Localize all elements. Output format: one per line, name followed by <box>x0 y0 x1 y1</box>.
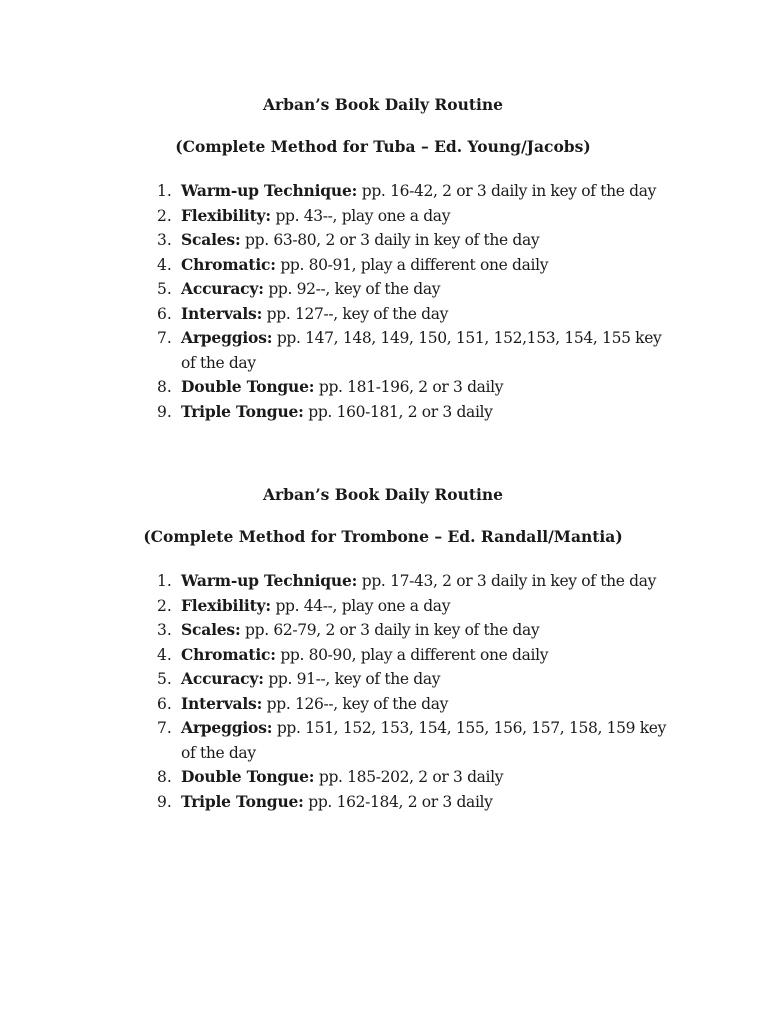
list-item <box>0 204 768 229</box>
item-description: pp. 126--, key of the day <box>262 694 449 713</box>
list-item <box>0 594 768 619</box>
item-description: pp. 17-43, 2 or 3 daily in key of the day <box>357 572 656 590</box>
item-description: pp. 16-42, 2 or 3 daily in key of the day <box>357 182 656 200</box>
item-name: Scales: <box>181 620 241 639</box>
item-name: Accuracy: <box>181 279 264 298</box>
item-name: Scales: <box>181 230 241 249</box>
item-number: 2. <box>157 596 172 615</box>
item-description: pp. 147, 148, 149, 150, 151, 152,153, 154, 155 key of the day <box>181 329 662 372</box>
tuba-routine-section <box>0 95 768 424</box>
list-item <box>0 643 768 668</box>
list-item <box>0 253 768 278</box>
item-number: 4. <box>157 255 172 274</box>
item-name: Arpeggios: <box>181 718 273 737</box>
item-description: pp. 181-196, 2 or 3 daily <box>314 378 504 396</box>
item-description: pp. 92--, key of the day <box>263 280 441 298</box>
item-description: pp. 80-90, play a different one daily <box>275 645 549 664</box>
item-description: pp. 160-181, 2 or 3 daily <box>303 402 493 421</box>
item-name: Arpeggios: <box>181 328 273 347</box>
section-title: Arban’s Book Daily Routine <box>262 485 504 504</box>
item-description: pp. 151, 152, 153, 154, 155, 156, 157, 158, 159 key of the day <box>181 719 667 762</box>
list-item <box>0 667 768 692</box>
list-item <box>0 790 768 815</box>
list-item <box>0 716 768 765</box>
item-description: pp. 127--, key of the day <box>262 304 449 323</box>
item-number: 7. <box>157 329 172 347</box>
item-number: 5. <box>157 280 172 298</box>
item-name: Chromatic: <box>181 254 276 274</box>
list-item <box>0 326 768 375</box>
item-description: pp. 63-80, 2 or 3 daily in key of the day <box>240 231 540 249</box>
item-number: 5. <box>157 670 172 688</box>
item-description: pp. 80-91, play a different one daily <box>275 255 549 274</box>
item-number: 1. <box>157 182 172 200</box>
item-number: 8. <box>157 768 172 786</box>
routine-list <box>0 569 768 814</box>
item-description: pp. 44--, play one a day <box>270 596 451 615</box>
item-description: pp. 91--, key of the day <box>263 670 441 688</box>
item-description: pp. 43--, play one a day <box>270 206 451 225</box>
list-item <box>0 618 768 643</box>
list-item <box>0 569 768 594</box>
list-item <box>0 302 768 327</box>
list-item <box>0 375 768 400</box>
item-name: Triple Tongue: <box>181 791 304 811</box>
item-name: Warm-up Technique: <box>181 181 358 200</box>
list-item <box>0 179 768 204</box>
item-number: 8. <box>157 378 172 396</box>
item-name: Double Tongue: <box>181 767 315 786</box>
item-description: pp. 162-184, 2 or 3 daily <box>303 792 493 811</box>
item-number: 9. <box>157 792 172 811</box>
item-name: Accuracy: <box>181 669 264 688</box>
item-description: pp. 185-202, 2 or 3 daily <box>314 768 504 786</box>
item-name: Intervals: <box>181 303 263 323</box>
item-number: 3. <box>157 621 172 639</box>
item-name: Warm-up Technique: <box>181 571 358 590</box>
item-number: 1. <box>157 572 172 590</box>
item-number: 6. <box>157 304 172 323</box>
item-name: Chromatic: <box>181 644 276 664</box>
list-item <box>0 765 768 790</box>
item-name: Flexibility: <box>181 205 271 225</box>
section-subtitle: (Complete Method for Tuba – Ed. Young/Jacobs) <box>175 137 591 156</box>
section-title: Arban’s Book Daily Routine <box>262 95 504 114</box>
item-number: 7. <box>157 719 172 737</box>
list-item <box>0 692 768 717</box>
item-name: Double Tongue: <box>181 377 315 396</box>
section-subtitle: (Complete Method for Trombone – Ed. Randall/Mantia) <box>143 527 623 546</box>
item-number: 3. <box>157 231 172 249</box>
trombone-routine-section <box>0 485 768 814</box>
list-item <box>0 400 768 425</box>
item-number: 6. <box>157 694 172 713</box>
routine-list <box>0 179 768 424</box>
item-number: 2. <box>157 206 172 225</box>
item-name: Triple Tongue: <box>181 401 304 421</box>
list-item <box>0 228 768 253</box>
item-description: pp. 62-79, 2 or 3 daily in key of the day <box>240 621 540 639</box>
item-name: Flexibility: <box>181 595 271 615</box>
item-name: Intervals: <box>181 693 263 713</box>
item-number: 4. <box>157 645 172 664</box>
item-number: 9. <box>157 402 172 421</box>
list-item <box>0 277 768 302</box>
